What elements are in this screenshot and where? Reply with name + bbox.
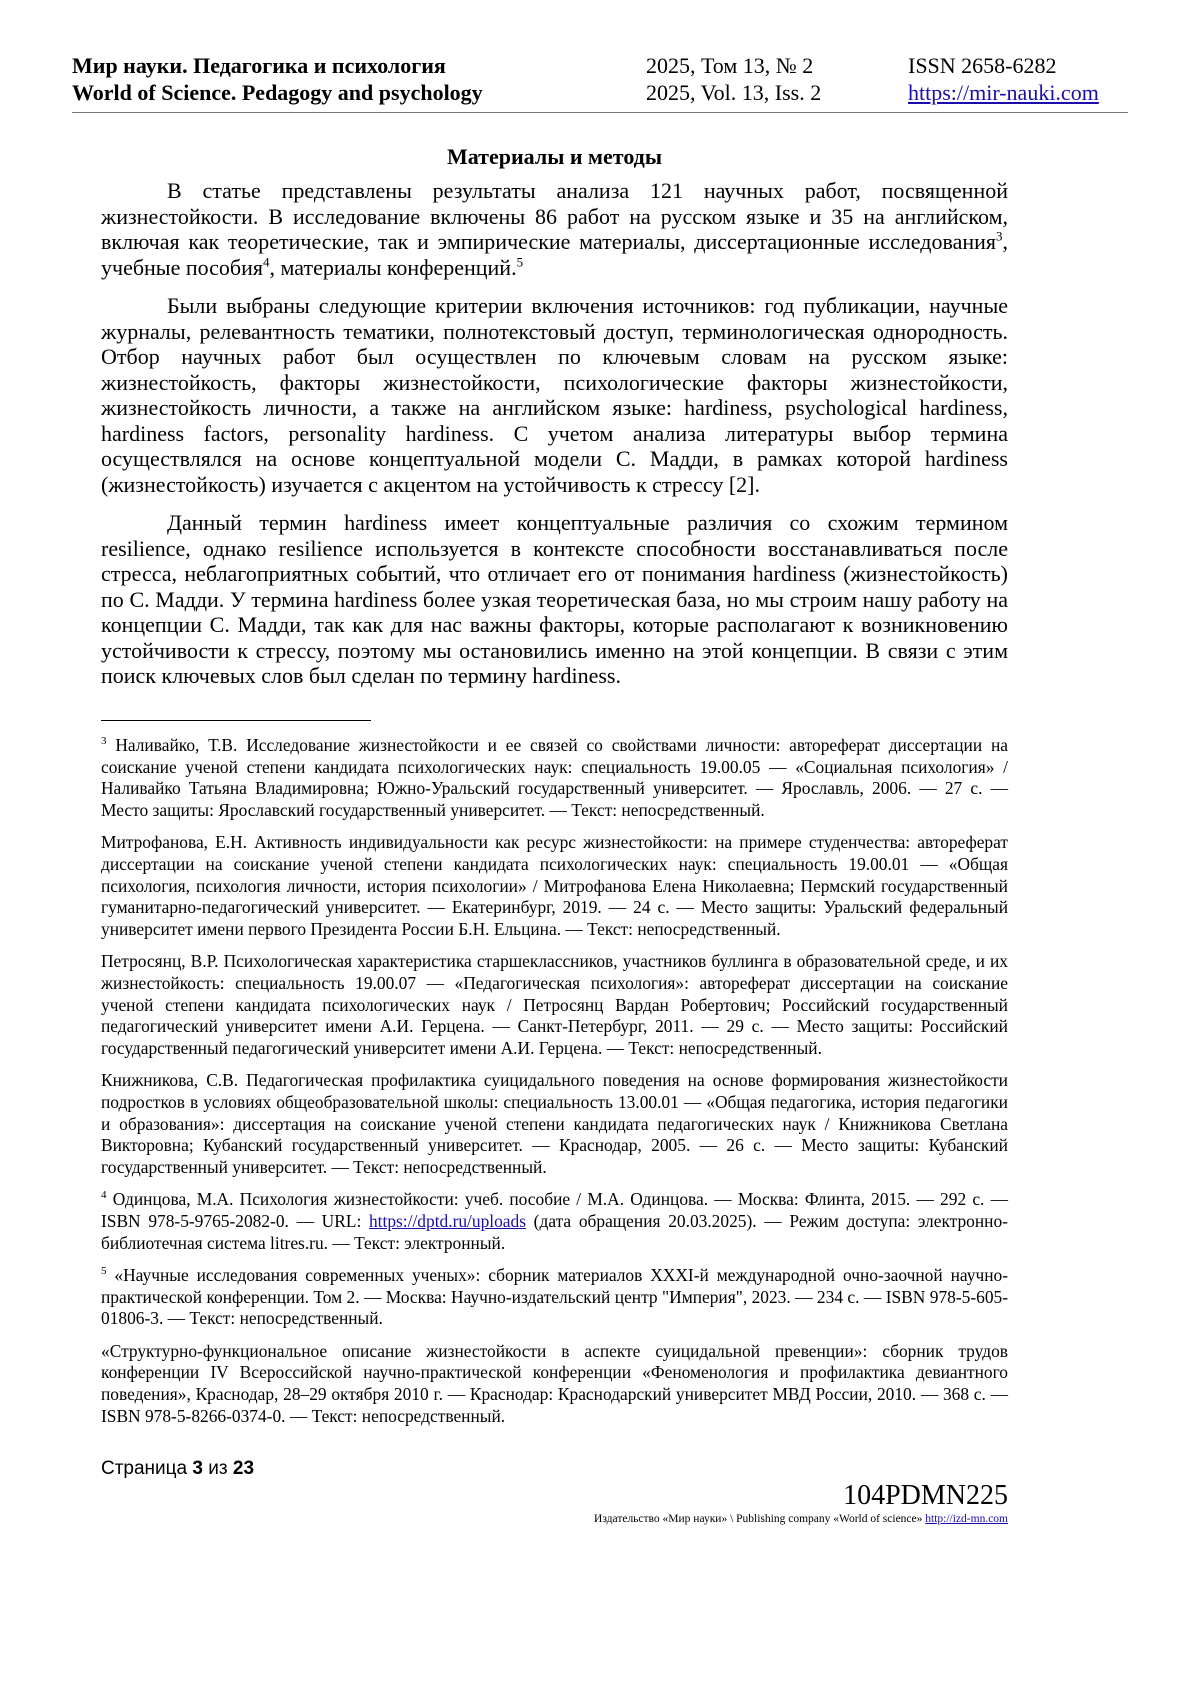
paragraph-1-text-a: В статье представлены результаты анализа 121 научных работ, посвященной жизнестойкости. В исследование включены 86 работ на русском языке и 35 на английском, включая как теоретические, так и эмпирические материалы, диссертационные исследования: [101, 178, 1008, 254]
footnote-divider: [101, 720, 371, 721]
footnote-ref-5[interactable]: 5: [516, 254, 524, 270]
journal-url-link[interactable]: https://mir-nauki.com: [908, 80, 1099, 105]
issue-block: [646, 52, 821, 106]
header-divider: [72, 112, 1128, 113]
footnote-ref-4[interactable]: 4: [263, 254, 270, 270]
footnote-3-entry-2: Митрофанова, Е.Н. Активность индивидуальности как ресурс жизнестойкости: на примере студенчества: автореферат диссертации на соискание ученой степени кандидата психологических наук: специальность 19.00.01 — «Общая психология, психология личности, история психологии» / Митрофанова Елена Николаевна; Пермский государственный гуманитарно-педагогический университет. — Екатеринбург, 2019. — 24 с. — Место защиты: Уральский федеральный университет имени первого Президента России Б.Н. Ельцина. — Текст: непосредственный.: [101, 832, 1008, 940]
article-code: 104PDMN225: [843, 1480, 1008, 1511]
footnote-mark-5: 5: [101, 1265, 107, 1278]
footnote-4: [101, 1189, 1008, 1254]
paragraph-3: Данный термин hardiness имеет концептуальные различия со схожим термином resilience, однако resilience используется в контексте способности восстанавливаться после стресса, неблагоприятных событий, что отличает его от понимания hardiness (жизнестойкость) по С. Мадди. У термина hardiness более узкая теоретическая база, но мы строим нашу работу на концепции С. Мадди, так как для нас важны факторы, которые располагают к возникновению устойчивости к стрессу, поэтому мы остановились именно на этой концепции. В связи с этим поиск ключевых слов был сделан по термину hardiness.: [101, 510, 1008, 688]
footnote-4-text-b: (дата обращения 20.03.2025). — Режим доступа: электронно-библиотечная система litres.ru. — Текст: электронный.: [101, 1211, 1008, 1253]
footnote-mark-4: 4: [101, 1189, 107, 1202]
page-sep: из: [202, 1458, 233, 1479]
footnote-3-text: Наливайко, Т.В. Исследование жизнестойкости и ее связей со свойствами личности: автореферат диссертации на соискание ученой степени кандидата психологических наук: специальность 19.00.05 — «Социальная психология» / Наливайко Татьяна Владимировна; Южно-Уральский государственный университет. — Ярославль, 2006. — 27 с. — Место защиты: Ярославский государственный университет. — Текст: непосредственный.: [101, 735, 1008, 821]
paragraph-1-text-b: , учебные пособия: [101, 229, 1008, 280]
paragraph-1-text-c: , материалы конференций.: [269, 254, 517, 280]
footnote-3: [101, 735, 1008, 822]
footnote-3-entry-3: Петросянц, В.Р. Психологическая характеристика старшеклассников, участников буллинга в образовательной среде, и их жизнестойкость: специальность 19.00.07 — «Педагогическая психология»: автореферат диссертации на соискание ученой степени кандидата психологических наук / Петросянц Вардан Робертович; Российский государственный педагогический университет имени А.И. Герцена. — Санкт-Петербург, 2011. — 29 с. — Место защиты: Российский государственный педагогический университет имени А.И. Герцена. — Текст: непосредственный.: [101, 951, 1008, 1059]
paragraph-1: [101, 178, 1008, 280]
publisher-text: Издательство «Мир науки» \ Publishing company «World of science»: [594, 1513, 926, 1525]
footnote-4-link[interactable]: https://dptd.ru/uploads: [368, 1211, 526, 1232]
page-number: [101, 1458, 254, 1480]
issue-ru: 2025, Том 13, № 2: [646, 53, 814, 78]
page-prefix: Страница: [101, 1458, 193, 1479]
footnote-5: [101, 1265, 1008, 1330]
page-current: 3: [192, 1458, 203, 1479]
footnote-5-text: «Научные исследования современных ученых»: сборник материалов XXXI-й международной очно-заочной научно-практической конференции. Том 2. — Москва: Научно-издательский центр "Империя", 2023. — 234 с. — ISBN 978-5-605-01806-3. — Текст: непосредственный.: [101, 1264, 1008, 1329]
paragraph-2: Были выбраны следующие критерии включения источников: год публикации, научные журналы, релевантность тематики, полнотекстовый доступ, терминологическая однородность. Отбор научных работ был осуществлен по ключевым словам на русском языке: жизнестойкость, факторы жизнестойкости, психологические факторы жизнестойкости, жизнестойкость личности, а также на английском языке: hardiness, psychological hardiness, hardiness factors, personality hardiness. С учетом анализа литературы выбор термина осуществлялся на основе концептуальной модели С. Мадди, в рамках которой hardiness (жизнестойкость) изучается с акцентом на устойчивость к стрессу [2].: [101, 293, 1008, 497]
footnotes: [101, 735, 1008, 1438]
publisher-link[interactable]: http://izd-mn.com: [925, 1513, 1008, 1525]
section-title: Материалы и методы: [446, 144, 662, 169]
footnote-5-entry-2: «Структурно-функциональное описание жизнестойкости в аспекте суицидальной превенции»: сборник трудов конференции IV Всероссийской научно-практической конференции «Феноменология и профилактика девиантного поведения», Краснодар, 28–29 октября 2010 г. — Краснодар: Краснодарский университет МВД России, 2010. — 368 с. — ISBN 978-5-8266-0374-0. — Текст: непосредственный.: [101, 1340, 1008, 1426]
footnote-ref-3[interactable]: 3: [996, 228, 1003, 244]
journal-title-ru: Мир науки. Педагогика и психология: [72, 53, 446, 78]
footnote-3-entry-4: Книжникова, С.В. Педагогическая профилактика суицидального поведения на основе формирования жизнестойкости подростков в условиях общеобразовательной школы: специальность 13.00.01 — «Общая педагогика, история педагогики и образования»: диссертация на соискание ученой степени кандидата педагогических наук / Книжникова Светлана Викторовна; Кубанский государственный университет. — Краснодар, 2005. — 26 с. — Место защиты: Кубанский государственный университет. — Текст: непосредственный.: [101, 1070, 1008, 1178]
main-text: [101, 144, 1008, 702]
page-total: 23: [232, 1458, 255, 1479]
issn-block: [908, 52, 1099, 106]
issue-en: 2025, Vol. 13, Iss. 2: [646, 80, 822, 105]
footnote-mark-3: 3: [101, 735, 107, 748]
journal-header: [72, 52, 1128, 112]
journal-title-block: [72, 52, 483, 106]
footnote-4-text-a: Одинцова, М.А. Психология жизнестойкости: учеб. пособие / М.А. Одинцова. — Москва: Флинта, 2015. — 292 с. — ISBN 978-5-9765-2082-0. — URL:: [101, 1189, 1008, 1232]
journal-title-en: World of Science. Pedagogy and psychology: [72, 80, 483, 105]
publisher-line: [594, 1513, 1008, 1525]
issn: ISSN 2658-6282: [908, 53, 1057, 78]
